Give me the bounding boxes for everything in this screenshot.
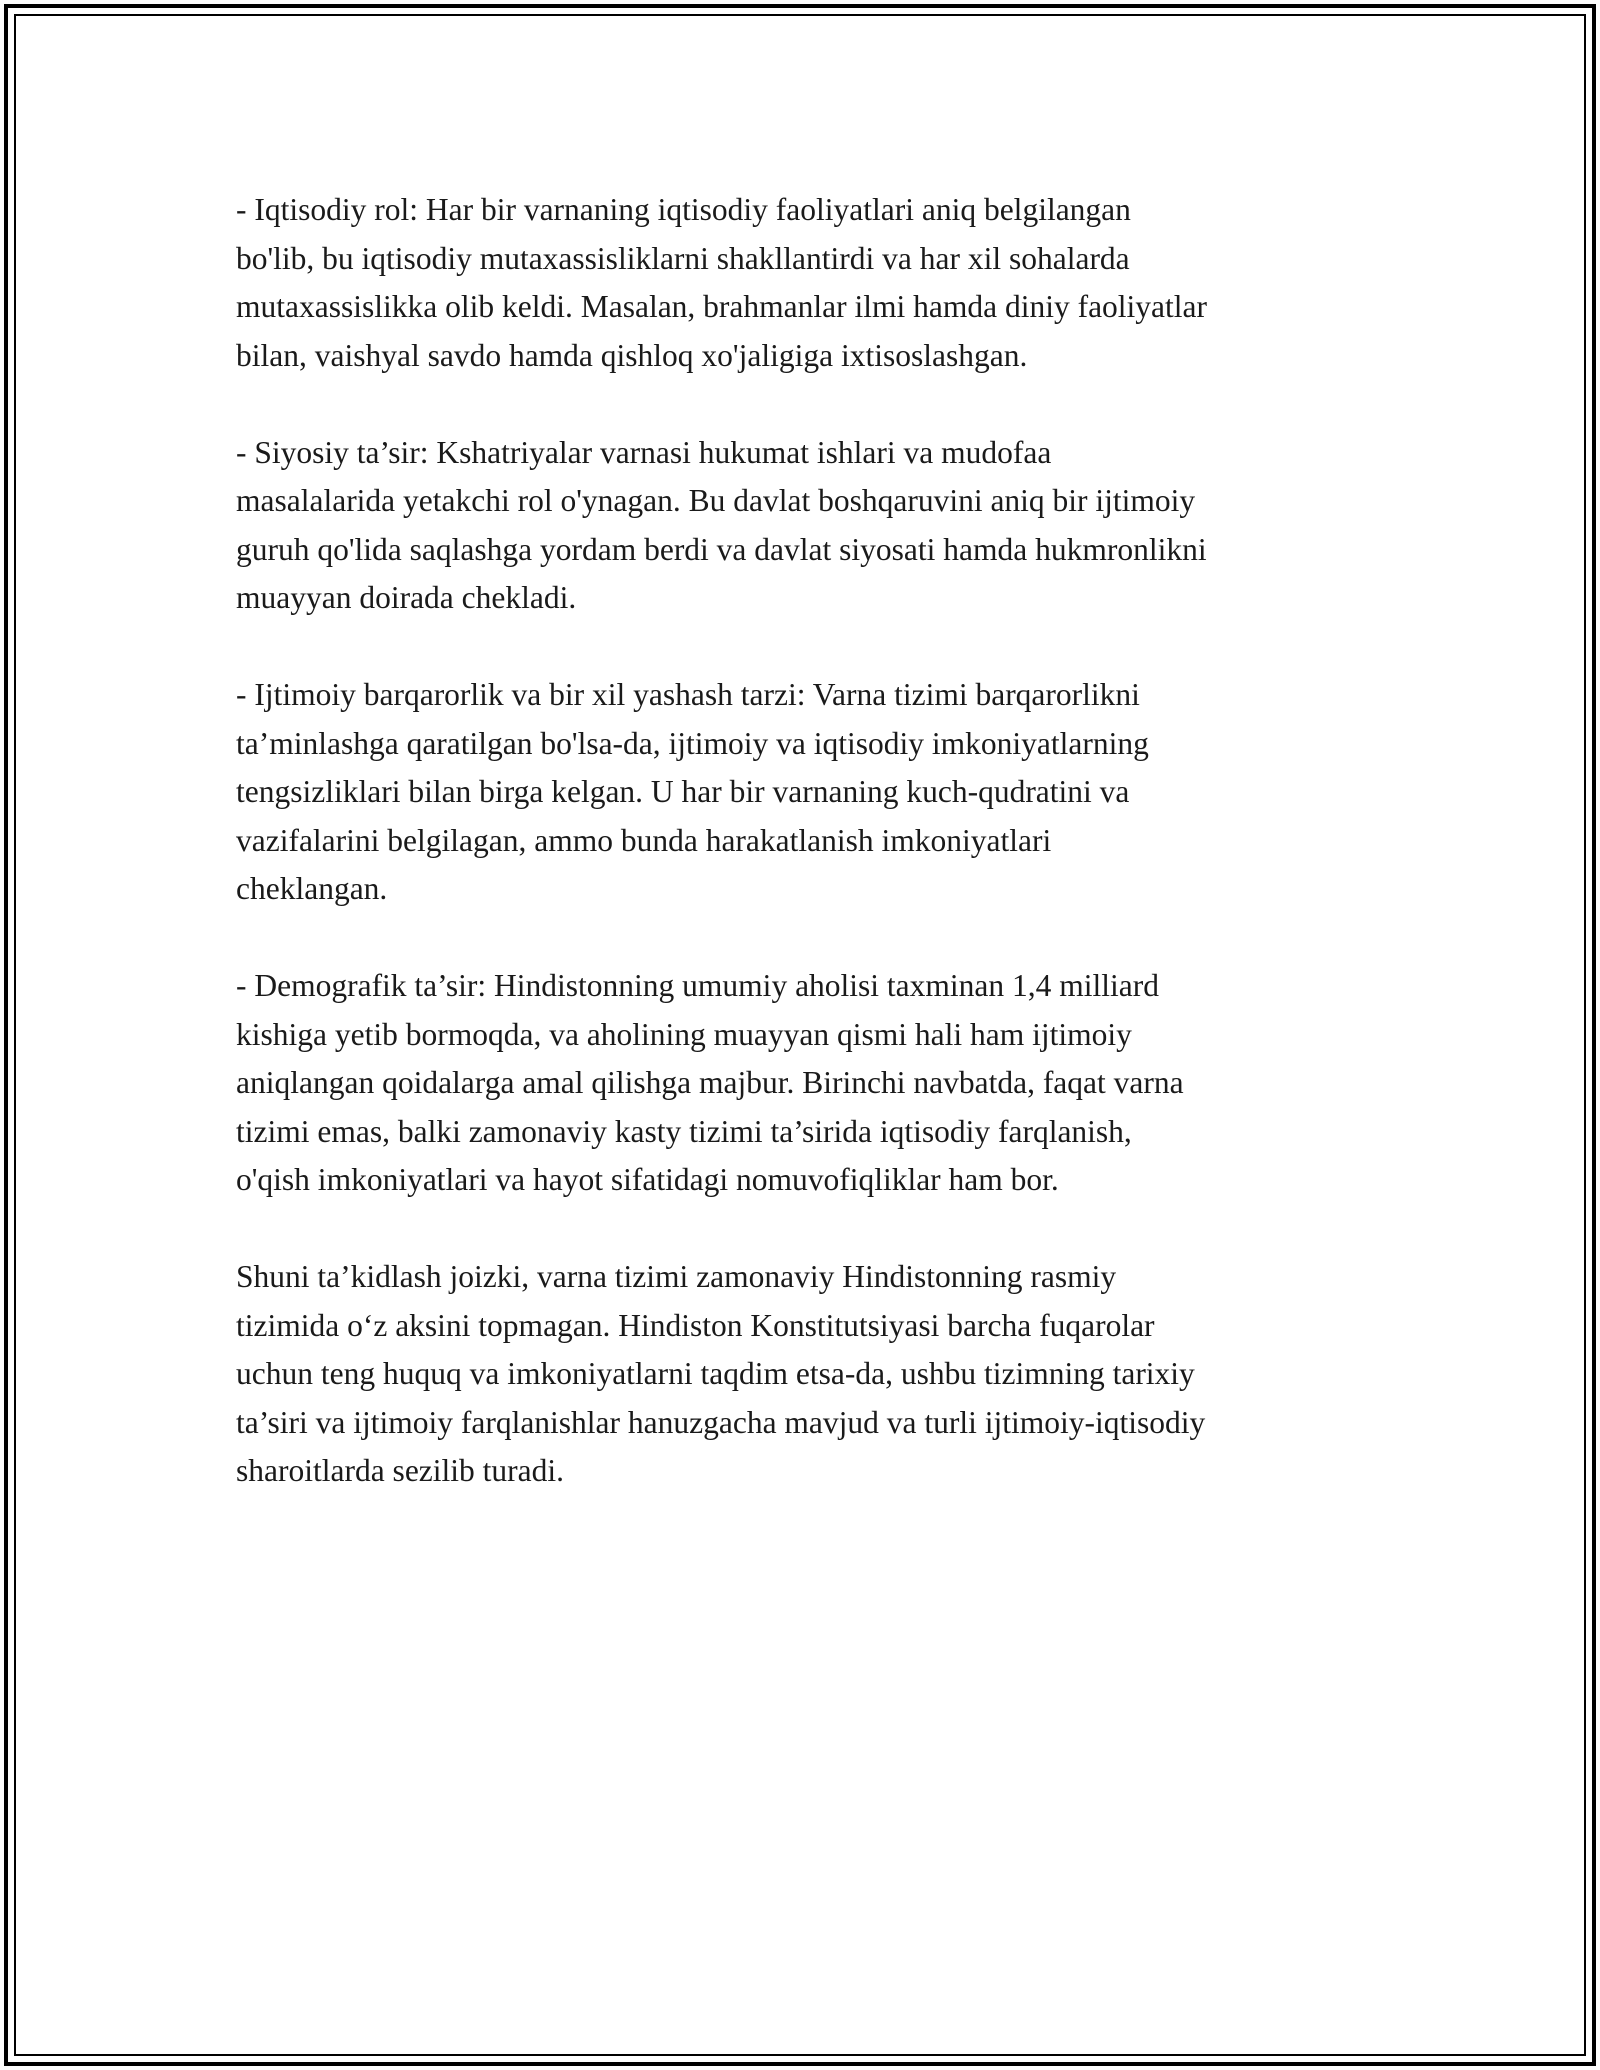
text-line: bo'lib, bu iqtisodiy mutaxassisliklarni shakllantirdi va har xil sohalarda — [236, 240, 1130, 276]
paragraph-economic-role — [236, 186, 1388, 380]
text-line: - Ijtimoiy barqarorlik va bir xil yashash tarzi: Varna tizimi barqarorlikni — [236, 677, 1140, 712]
text-line: bilan, vaishyal savdo hamda qishloq xo'jaligiga ixtisoslashgan. — [236, 337, 1028, 373]
text-line: - Demografik ta’sir: Hindistonning umumiy aholisi taxminan 1,4 milliard — [236, 968, 1160, 1003]
text-line: tizimi emas, balki zamonaviy kasty tizimi ta’sirida iqtisodiy farqlanish, — [236, 1113, 1132, 1149]
text-line: muayyan doirada chekladi. — [236, 580, 577, 615]
paragraph-social-stability — [236, 671, 1388, 914]
text-line: ta’siri va ijtimoiy farqlanishlar hanuzgacha mavjud va turli ijtimoiy-iqtisodiy — [236, 1404, 1206, 1440]
text-line: Shuni ta’kidlash joizki, varna tizimi zamonaviy Hindistonning rasmiy — [236, 1259, 1117, 1294]
text-line: sharoitlarda sezilib turadi. — [236, 1453, 565, 1488]
text-line: - Iqtisodiy rol: Har bir varnaning iqtisodiy faoliyatlari aniq belgilangan — [236, 192, 1131, 227]
text-line: uchun teng huquq va imkoniyatlarni taqdim etsa-da, ushbu tizimning tarixiy — [236, 1356, 1195, 1391]
text-line: tizimida o‘z aksini topmagan. Hindiston Konstitutsiyasi barcha fuqarolar — [236, 1307, 1155, 1343]
text-line: tengsizliklari bilan birga kelgan. U har bir varnaning kuch-qudratini va — [236, 774, 1130, 809]
text-line: kishiga yetib bormoqda, va aholining muayyan qismi hali ham ijtimoiy — [236, 1016, 1132, 1052]
text-line: masalalarida yetakchi rol o'ynagan. Bu davlat boshqaruvini aniq bir ijtimoiy — [236, 483, 1196, 518]
paragraph-conclusion — [236, 1253, 1388, 1496]
text-line: o'qish imkoniyatlari va hayot sifatidagi nomuvofiqliklar ham bor. — [236, 1162, 1059, 1197]
paragraph-political-influence — [236, 429, 1388, 623]
text-line: vazifalarini belgilagan, ammo bunda harakatlanish imkoniyatlari — [236, 822, 1052, 858]
text-line: - Siyosiy ta’sir: Kshatriyalar varnasi hukumat ishlari va mudofaa — [236, 434, 1052, 470]
text-line: aniqlangan qoidalarga amal qilishga majbur. Birinchi navbatda, faqat varna — [236, 1065, 1184, 1100]
document-body — [236, 186, 1388, 1544]
text-line: guruh qo'lida saqlashga yordam berdi va davlat siyosati hamda hukmronlikni — [236, 531, 1207, 567]
text-line: mutaxassislikka olib keldi. Masalan, brahmanlar ilmi hamda diniy faoliyatlar — [236, 289, 1208, 324]
text-line: cheklangan. — [236, 871, 388, 906]
text-line: ta’minlashga qaratilgan bo'lsa-da, ijtimoiy va iqtisodiy imkoniyatlarning — [236, 725, 1149, 761]
paragraph-demographic-influence — [236, 962, 1388, 1205]
